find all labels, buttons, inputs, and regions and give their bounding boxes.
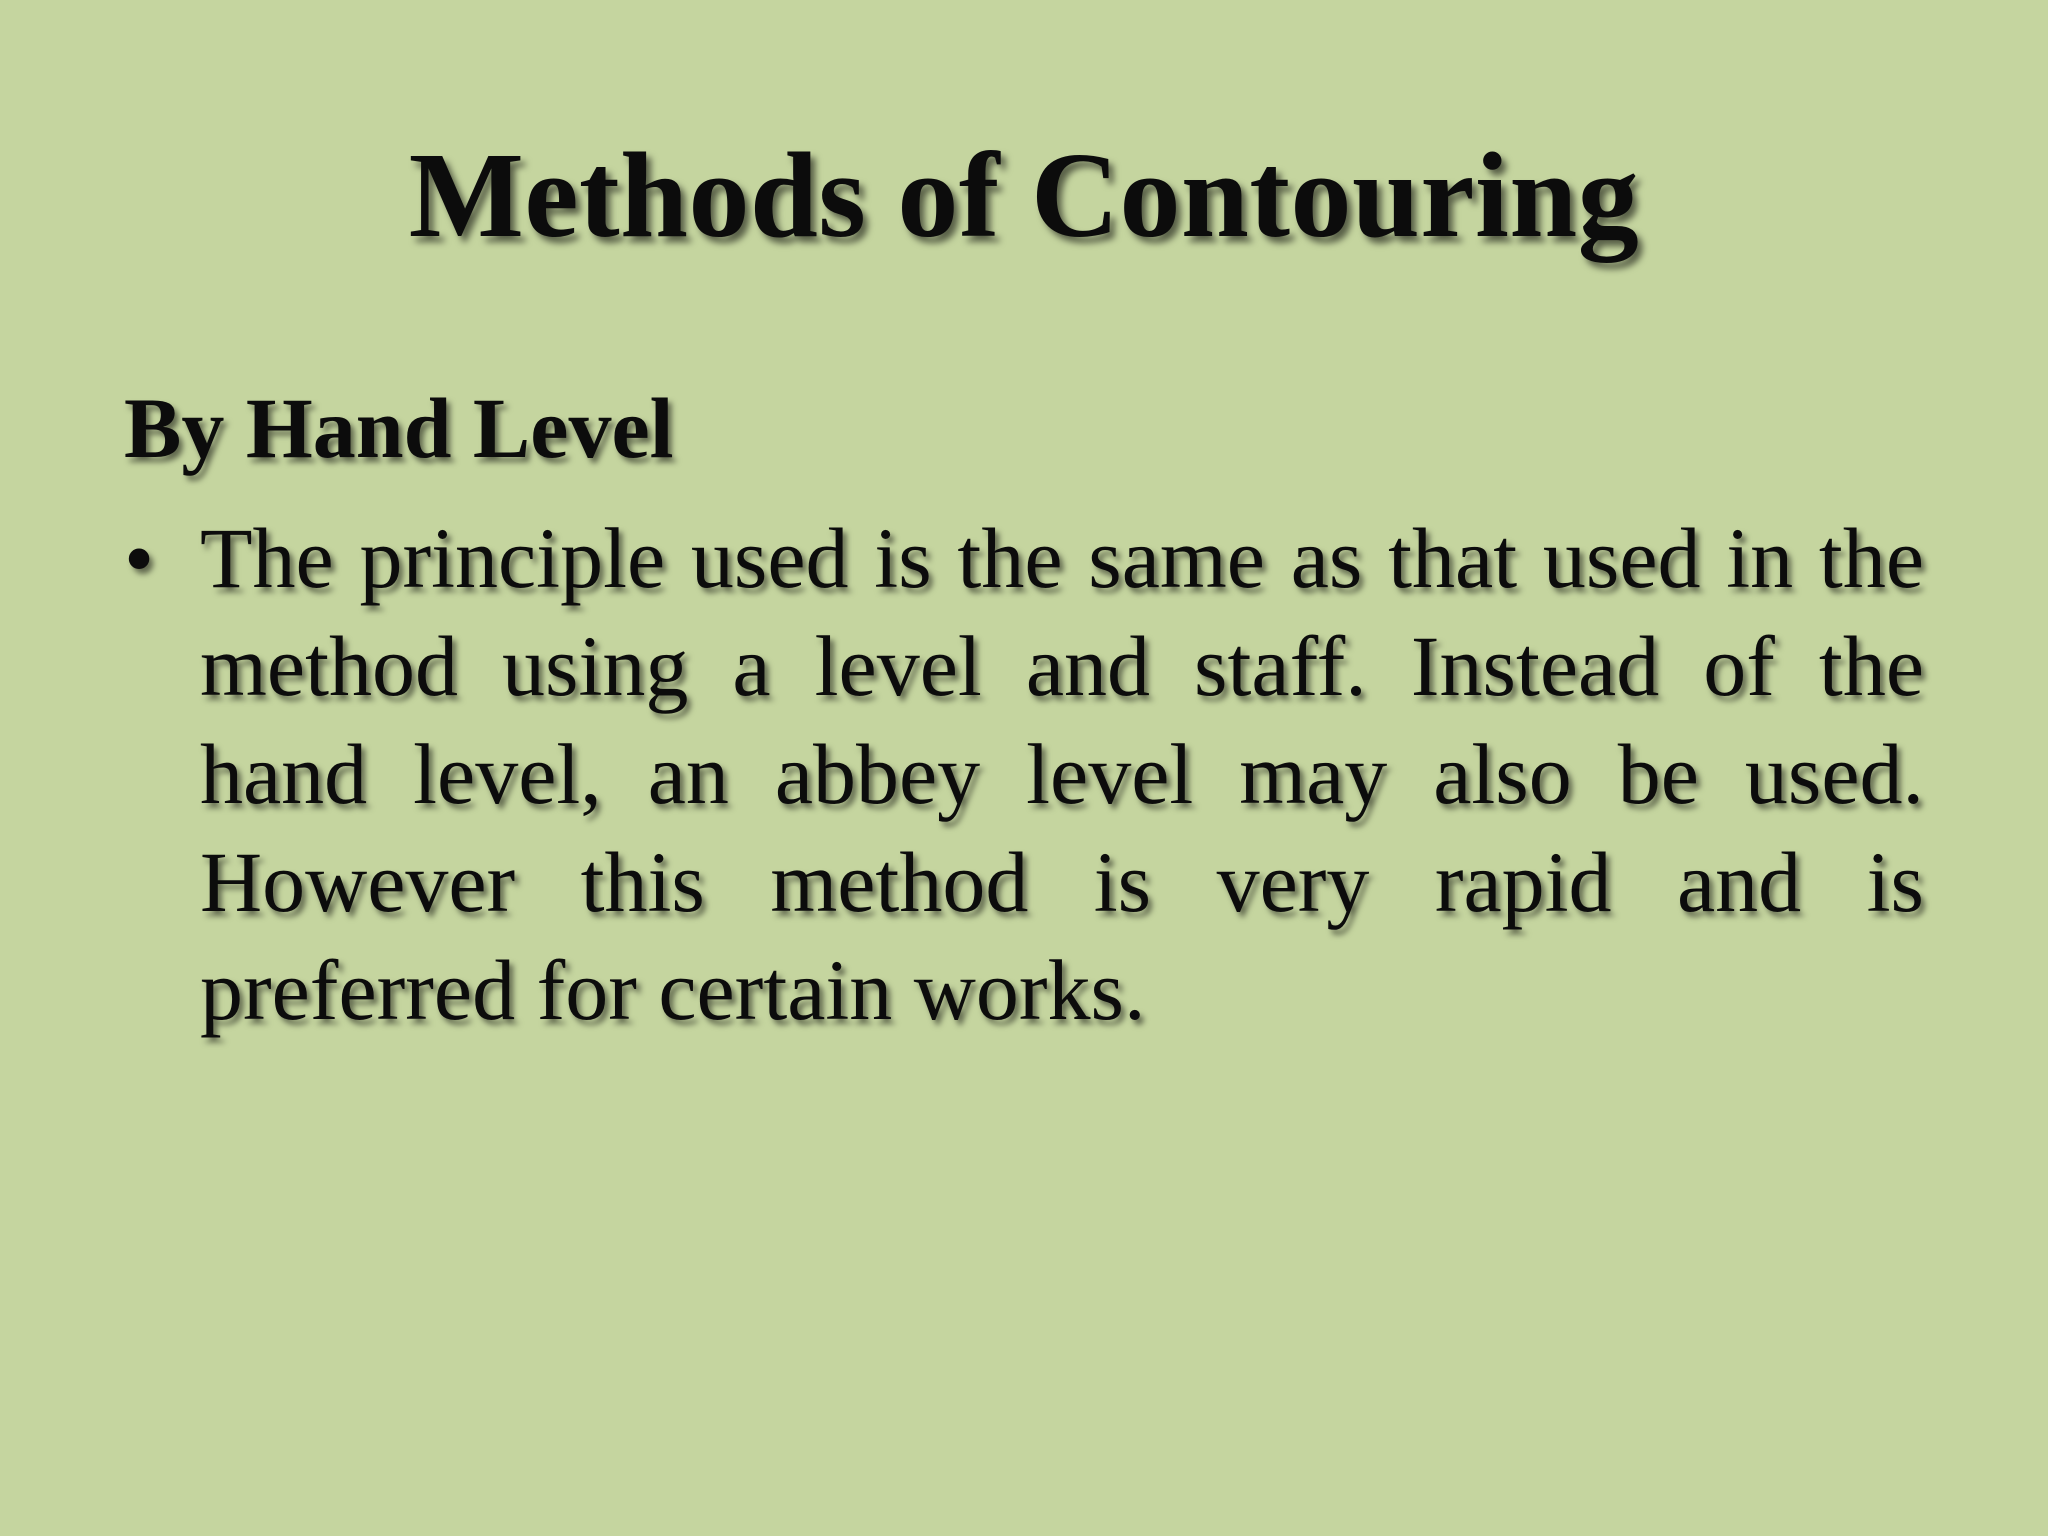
bullet-list [124,504,1924,1044]
slide-title: Methods of Contouring [408,128,1640,263]
bullet-text: The principle used is the same as that used in the method using a level and staff. Instead of the hand level, an abbey level may also be used. However this method is very rapid and is preferred for certain works. [200,510,1924,1038]
bullet-icon: • [124,510,155,606]
list-item [124,504,1924,1044]
section-heading: By Hand Level [124,380,674,476]
